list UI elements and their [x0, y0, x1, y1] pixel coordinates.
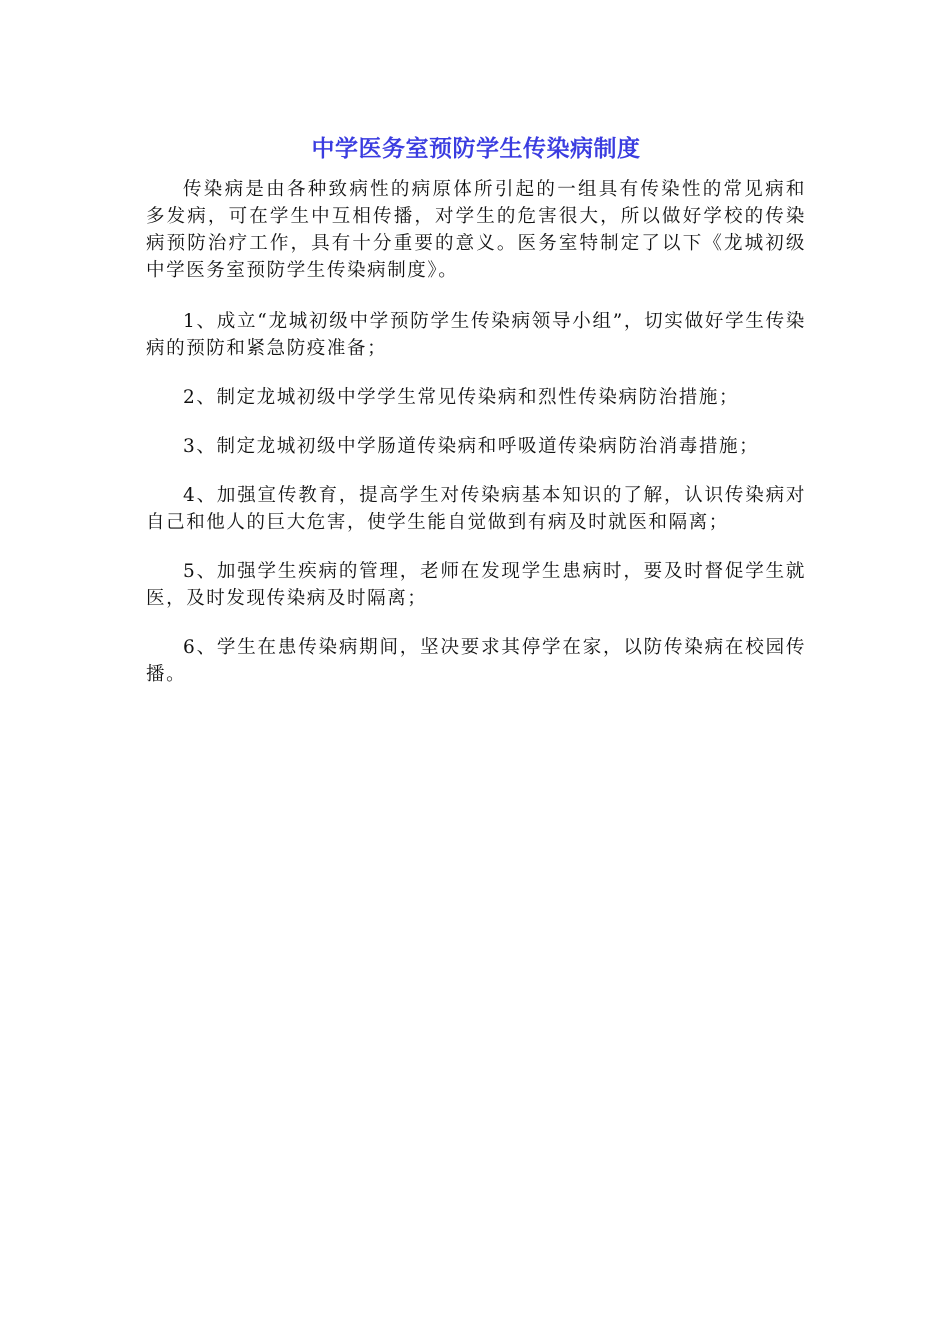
rule-item-1: 1、成立“龙城初级中学预防学生传染病领导小组”，切实做好学生传染病的预防和紧急防疫准备； [146, 311, 806, 359]
rule-item-3: 3、制定龙城初级中学肠道传染病和呼吸道传染病防治消毒措施； [183, 436, 760, 457]
rule-item-5: 5、加强学生疾病的管理，老师在发现学生患病时，要及时督促学生就医，及时发现传染病及时隔离； [146, 561, 806, 609]
rule-item-2: 2、制定龙城初级中学学生常见传染病和烈性传染病防治措施； [183, 387, 740, 408]
rule-item-4: 4、加强宣传教育，提高学生对传染病基本知识的了解，认识传染病对自己和他人的巨大危害，使学生能自觉做到有病及时就医和隔离； [146, 485, 806, 533]
intro-paragraph: 传染病是由各种致病性的病原体所引起的一组具有传染性的常见病和多发病，可在学生中互相传播，对学生的危害很大，所以做好学校的传染病预防治疗工作，具有十分重要的意义。医务室特制定了以下《龙城初级中学医务室预防学生传染病制度》。 [146, 179, 806, 281]
document-body [146, 132, 806, 710]
rule-item-6: 6、学生在患传染病期间，坚决要求其停学在家，以防传染病在校园传播。 [146, 637, 806, 685]
document-title: 中学医务室预防学生传染病制度 [311, 136, 641, 162]
